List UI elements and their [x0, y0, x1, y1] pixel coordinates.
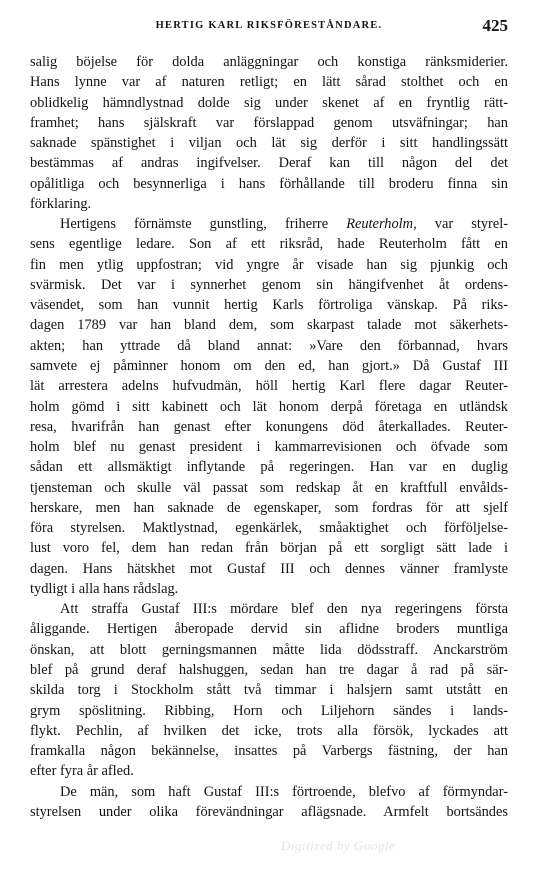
text-line: sådan ett allsmäktigt inflytande på regeringen. Han var en duglig — [30, 459, 508, 476]
text-line: akten; han yttrade då bland annat: »Vare den förbannad, hvars — [30, 337, 508, 354]
text-line: skilda torg i Stockholm stått två timmar i halsjern samt utstått en — [30, 682, 508, 699]
page-header — [30, 18, 508, 40]
text-line: flykt. Pechlin, af hvilken det icke, trots alla försök, lyckades att — [30, 722, 508, 739]
text-line: åliggande. Hertigen åberopade dervid sin aflidne broders muntliga — [30, 621, 508, 638]
text-line: opålitliga och besynnerliga i hans förhållande till broderu finna sin — [30, 175, 508, 192]
text-line: samvete ej påminner honom om den ed, han gjort.» Då Gustaf III — [30, 357, 508, 374]
text-line: Att straffa Gustaf III:s mördare blef den nya regeringens första — [60, 601, 508, 618]
text-line: dagen 1789 var han bland dem, som skarpast talade mot säkerhets- — [30, 317, 508, 334]
emphasized-name: Reuterholm — [346, 216, 414, 233]
text-line: Hertigens förnämste gunstling, friherre Reuterholm, var styrel- — [60, 216, 509, 233]
text-line: önskan, att blott gerningsmannen måtte lida dödsstraff. Anckarström — [30, 641, 508, 658]
text-line: styrelsen under olika förevändningar aflägsnade. Armfelt bortsändes — [30, 803, 508, 820]
text-line: lät arrestera adelns hufvudmän, höll hertig Karl flere dagar Reuter- — [30, 378, 508, 395]
text-line: framkalla någon bekännelse, insattes på Varbergs fästning, der han — [30, 743, 508, 760]
page-number: 425 — [482, 16, 508, 35]
text-line: herskare, men han saknade de egenskaper, som fordras för att sjelf — [30, 499, 508, 516]
text-line: saknade spänstighet i viljan och lät sig derför i sitt handlingssätt — [30, 135, 508, 152]
body-text — [30, 52, 508, 822]
text-line: svärmisk. Det var i synnerhet genom sin hängifvenhet åt ordens- — [30, 276, 508, 293]
text-line: väsendet, som han vunnit hertig Karls förtroliga vänskap. På riks- — [30, 297, 508, 314]
text-line: bestämmas af andras ingifvelser. Deraf kan till någon del det — [30, 155, 508, 172]
text-line: fin men ytlig uppfostran; vid yngre år visade han sig pjunkig och — [30, 256, 508, 273]
text-line: lust voro fel, dem han redan från början på ett sorgligt sätt lade i — [30, 540, 508, 557]
text-line: holm blef nu genast president i kammarrevisionen och öfvade som — [30, 439, 508, 456]
text-line: holm gömd i sitt kabinett och lät honom derpå företaga en utländsk — [30, 398, 508, 415]
text-line: tydligt i alla hans rådslag. — [30, 580, 179, 597]
text-line: tjensteman och skulle väl passat som redskap åt en kraftfull envålds- — [30, 479, 508, 496]
watermark: Digitized by Google — [281, 838, 396, 853]
text-line: oblidkelig hämndlystnad dolde sig under skenet af en fryntlig rätt- — [30, 94, 508, 111]
text-line: grym spöslitning. Ribbing, Horn och Liljehorn sändes i lands- — [30, 702, 508, 719]
running-head: HERTIG KARL RIKSFÖRESTÅNDARE. — [155, 20, 383, 31]
text-line: föra styrelsen. Maktlystnad, egenkärlek, småaktighet och förföljelse- — [30, 520, 508, 537]
text-line: resa, hvarifrån han genast efter konungens död återkallades. Reuter- — [30, 418, 508, 435]
text-line: efter fyra år afled. — [30, 763, 134, 780]
text-line: blef på grund deraf halshuggen, sedan han tre dagar å rad på sär- — [30, 661, 508, 678]
text-line: framhet; hans själskraft var förslappad genom utsväfningar; han — [30, 114, 508, 131]
text-line: sens egentlige ledare. Son af ett riksråd, hade Reuterholm fått en — [30, 236, 508, 253]
text-line: De män, som haft Gustaf III:s förtroende, blefvo af förmyndar- — [60, 783, 508, 800]
text-line: salig böjelse för dolda anläggningar och konstiga ränksmiderier. — [30, 54, 508, 70]
text-line: Hans lynne var af naturen retligt; en lätt sårad stolthet och en — [30, 74, 508, 91]
text-line: dagen. Hans hätskhet mot Gustaf III och dennes vänner framlyste — [30, 560, 508, 577]
text-line: förklaring. — [30, 195, 92, 212]
